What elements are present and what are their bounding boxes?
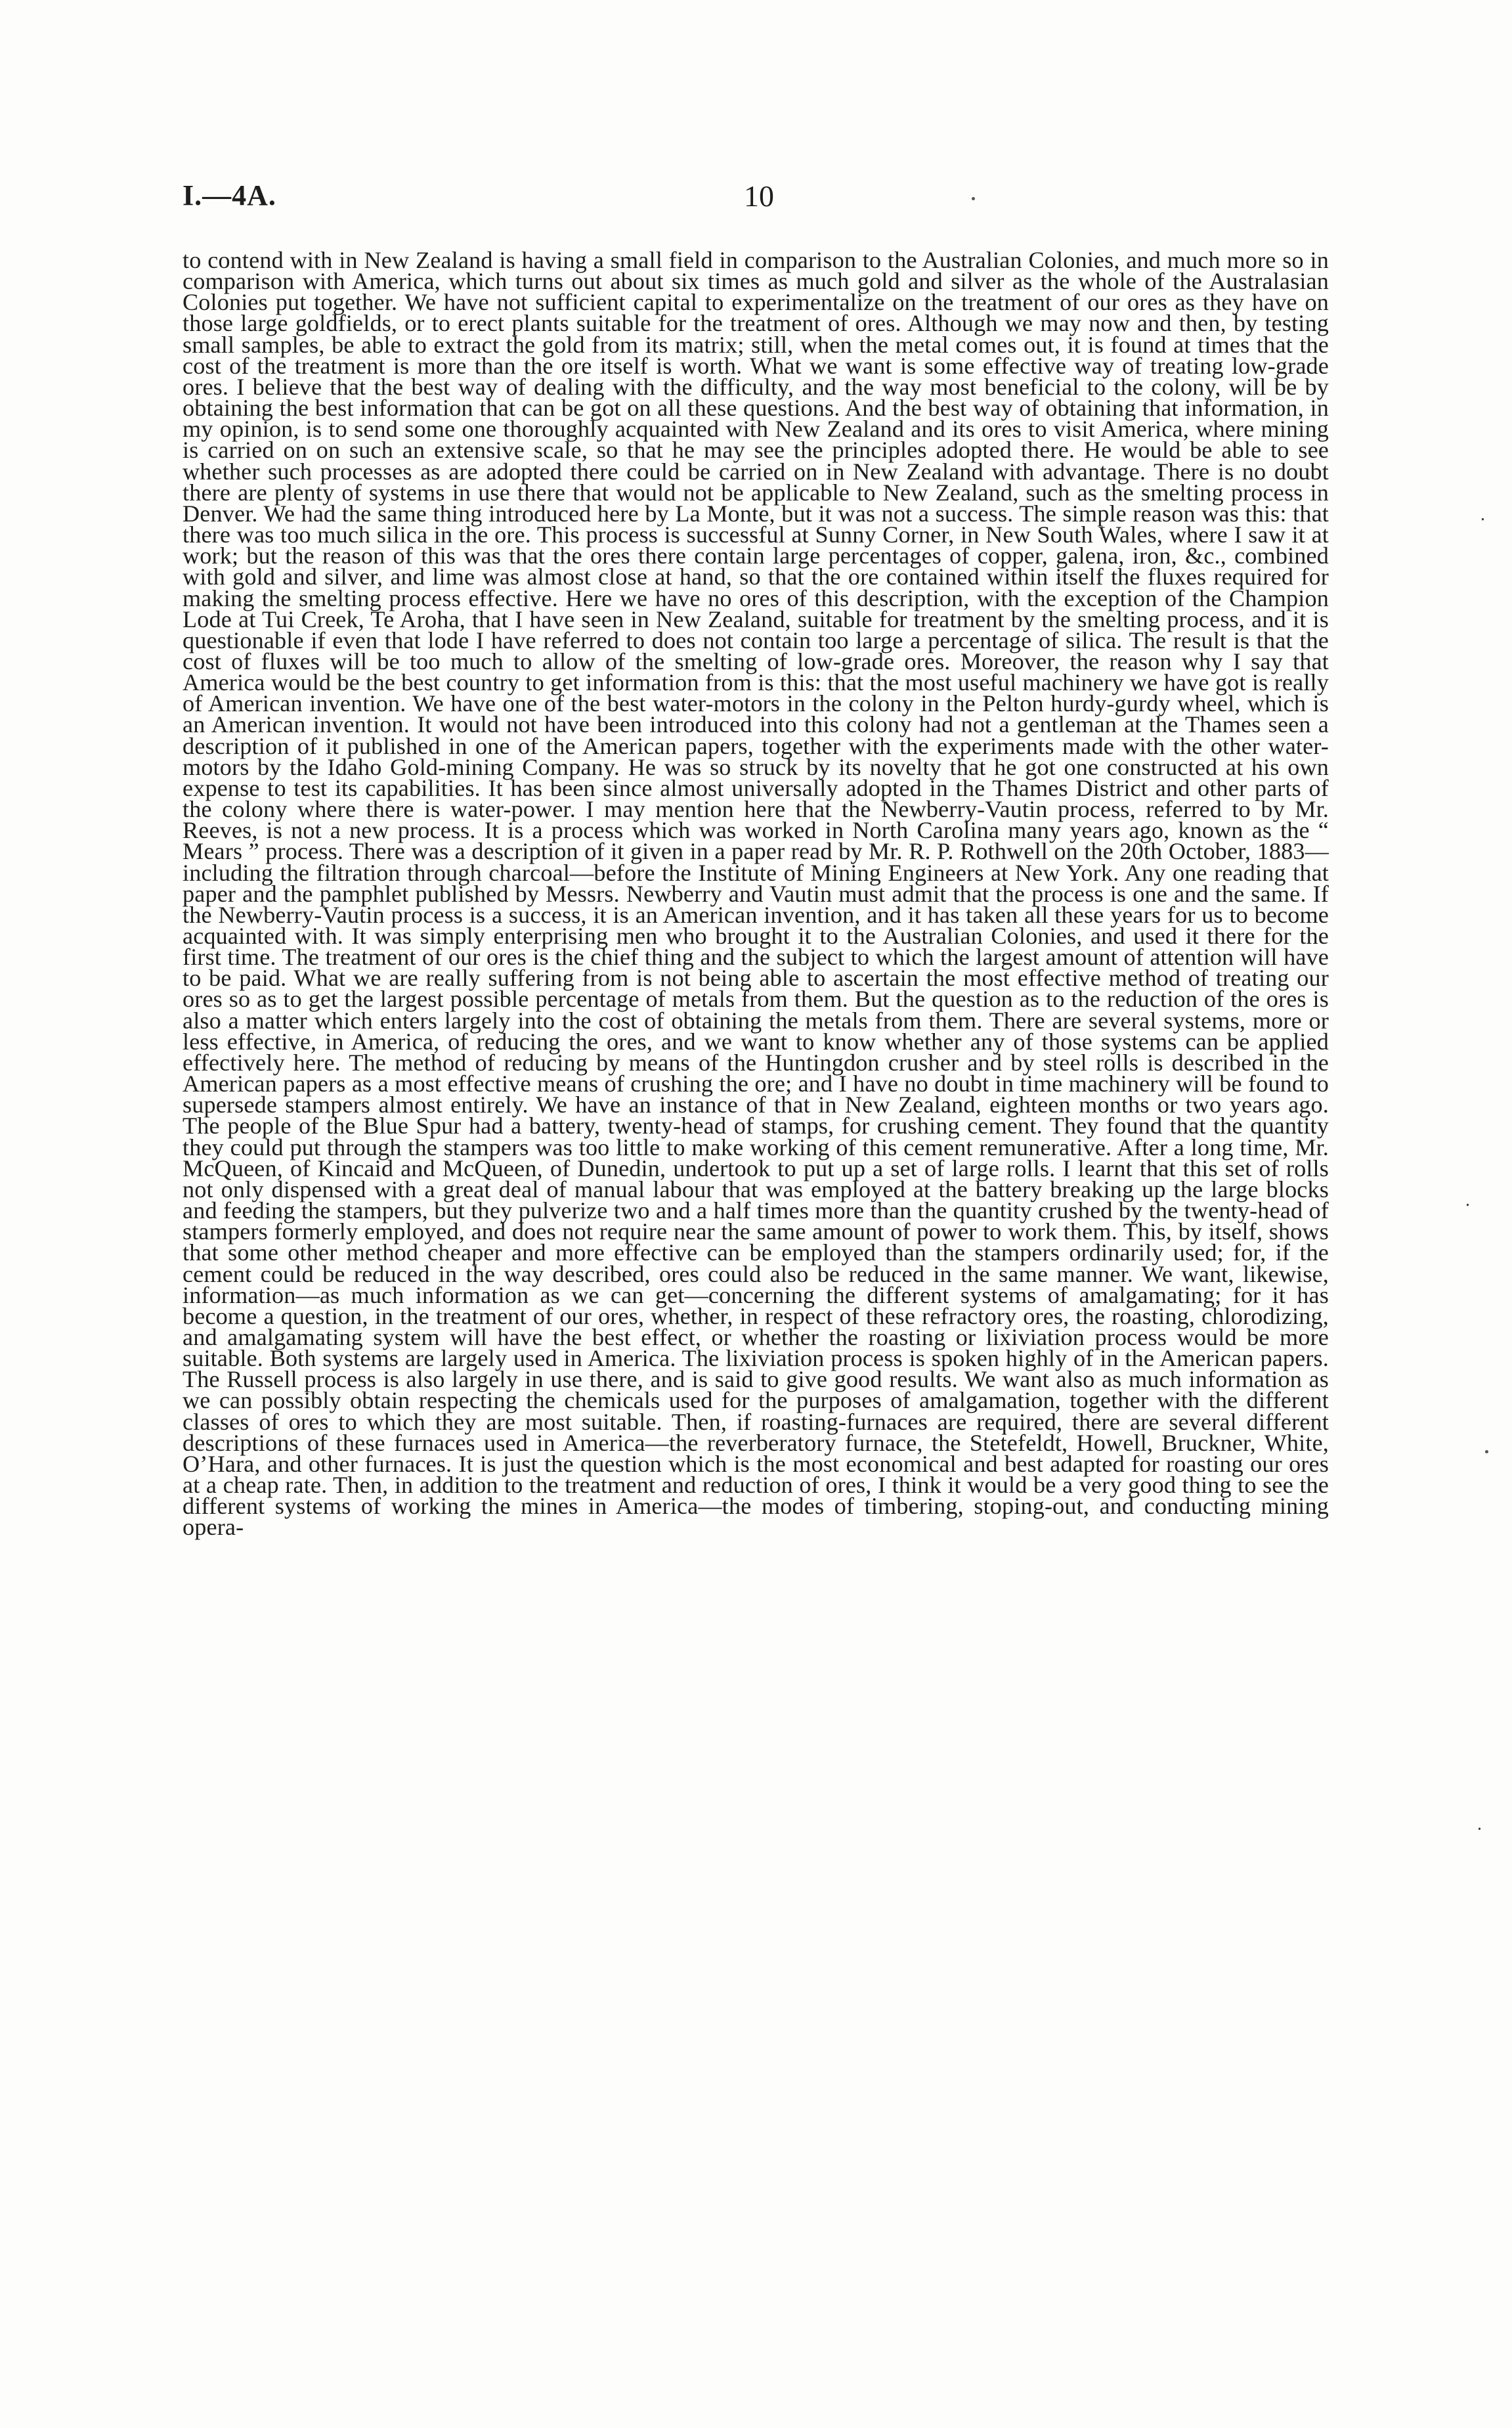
speck-mark	[972, 197, 975, 200]
margin-mark: ⸱	[1477, 1820, 1482, 1840]
speck-mark	[1485, 1450, 1488, 1453]
body-paragraph: to contend with in New Zealand is having a small field in comparison to the Australian Colonies, and much more so in comparison with America, which turns out about six times as much gold and silver as the whole of the Australasian Colonies put together. We have not sufficient capital to experimentalize on the treatment of our ores as they have on those large goldfields, or to erect plants suitable for the treatment of ores. Although we may now and then, by testing small samples, be able to extract the gold from its matrix; still, when the metal comes out, it is found at times that the cost of the treatment is more than the ore itself is worth. What we want is some effective way of treating low-grade ores. I believe that the best way of dealing with the difficulty, and the way most beneficial to the colony, will be by obtaining the best information that can be got on all these questions. And the best way of obtaining that information, in my opinion, is to send some one thoroughly acquainted with New Zealand and its ores to visit America, where mining is carried on on such an extensive scale, so that he may see the principles adopted there. He would be able to see whether such processes as are adopted there could be carried on in New Zealand with advantage. There is no doubt there are plenty of systems in use there that would not be applicable to New Zealand, such as the smelting process in Denver. We had the same thing introduced here by La Monte, but it was not a success. The simple reason was this: that there was too much silica in the ore. This process is successful at Sunny Corner, in New South Wales, where I saw it at work; but the reason of this was that the ores there contain large percentages of copper, galena, iron, &c., combined with gold and silver, and lime was almost close at hand, so that the ore contained within itself the fluxes required for making the smelting process effective. Here we have no ores of this description, with the exception of the Champion Lode at Tui Creek, Te Aroha, that I have seen in New Zealand, suitable for treatment by the smelting process, and it is questionable if even that lode I have referred to does not contain too large a percentage of silica. The result is that the cost of fluxes will be too much to allow of the smelting of low-grade ores. Moreover, the reason why I say that America would be the best country to get information from is this: that the most useful machinery we have got is really of American invention. We have one of the best water-motors in the colony in the Pelton hurdy-gurdy wheel, which is an American invention. It would not have been introduced into this colony had not a gentleman at the Thames seen a description of it published in one of the American papers, together with the experiments made with the other water-motors by the Idaho Gold-mining Company. He was so struck by its novelty that he got one constructed at his own expense to test its capabilities. It has been since almost universally adopted in the Thames District and other parts of the colony where there is water-power. I may mention here that the Newberry-Vautin process, referred to by Mr. Reeves, is not a new process. It is a process which was worked in North Carolina many years ago, known as the “ Mears ” process. There was a description of it given in a paper read by Mr. R. P. Rothwell on the 20th October, 1883—including the filtration through charcoal—before the Institute of Mining Engineers at New York. Any one reading that paper and the pamphlet published by Messrs. Newberry and Vautin must admit that the process is one and the same. If the Newberry-Vautin process is a success, it is an American invention, and it has taken all these years for us to become acquainted with. It was simply enterprising men who brought it to the Australian Colonies, and used it there for the first time. The treatment of our ores is the chief thing and the subject to which the largest amount of attention will have to be paid. What we are really suffering from is not being able to ascertain the most effective method of treating our ores so as to get the largest possible percentage of metals from them. But the question as to the reduction of the ores is also a matter which enters largely into the cost of obtaining the metals from them. There are several systems, more or less effective, in America, of reducing the ores, and we want to know whether any of those systems can be applied effectively here. The method of reducing by means of the Huntingdon crusher and by steel rolls is described in the American papers as a most effective means of crushing the ore; and I have no doubt in time machinery will be found to supersede stampers almost entirely. We have an instance of that in New Zealand, eighteen months or two years ago. The people of the Blue Spur had a battery, twenty-head of stamps, for crushing cement. They found that the quantity they could put through the stampers was too little to make working of this cement remunerative. After a long time, Mr. McQueen, of Kincaid and McQueen, of Dunedin, undertook to put up a set of large rolls. I learnt that this set of rolls not only dispensed with a great deal of manual labour that was employed at the battery breaking up the large blocks and feeding the stampers, but they pulverize two and a half times more than the quantity crushed by the twenty-head of stampers formerly employed, and does not require near the same amount of power to work them. This, by itself, shows that some other method cheaper and more effective can be employed than the stampers ordinarily used; for, if the cement could be reduced in the way described, ores could also be reduced in the same manner. We want, likewise, information—as much information as we can get—concerning the different systems of amalgamating; for it has become a question, in the treatment of our ores, whether, in respect of these refractory ores, the roasting, chlorodizing, and amalgamating system will have the best effect, or whether the roasting or lixiviation process would be more suitable. Both systems are largely used in America. The lixiviation process is spoken highly of in the American papers. The Russell process is also largely in use there, and is said to give good results. We want also as much information as we can possibly obtain respecting the chemicals used for the purposes of amalgamation, together with the different classes of ores to which they are most suitable. Then, if roasting-furnaces are required, there are several different descriptions of these furnaces used in America—the reverberatory furnace, the Stetefeldt, Howell, Bruckner, White, O’Hara, and other furnaces. It is just the question which is the most economical and best adapted for roasting our ores at a cheap rate. Then, in addition to the treatment and reduction of ores, I think it would be a very good thing to see the different systems of working the mines in America—the modes of timbering, stoping-out, and conducting mining opera-	[183, 247, 1329, 1541]
page-number: 10	[744, 179, 774, 213]
page-header	[183, 179, 1329, 218]
document-reference: I.—4A.	[183, 179, 276, 211]
margin-mark: ⸱	[1465, 1196, 1470, 1216]
margin-mark: ⸱	[1480, 510, 1485, 530]
